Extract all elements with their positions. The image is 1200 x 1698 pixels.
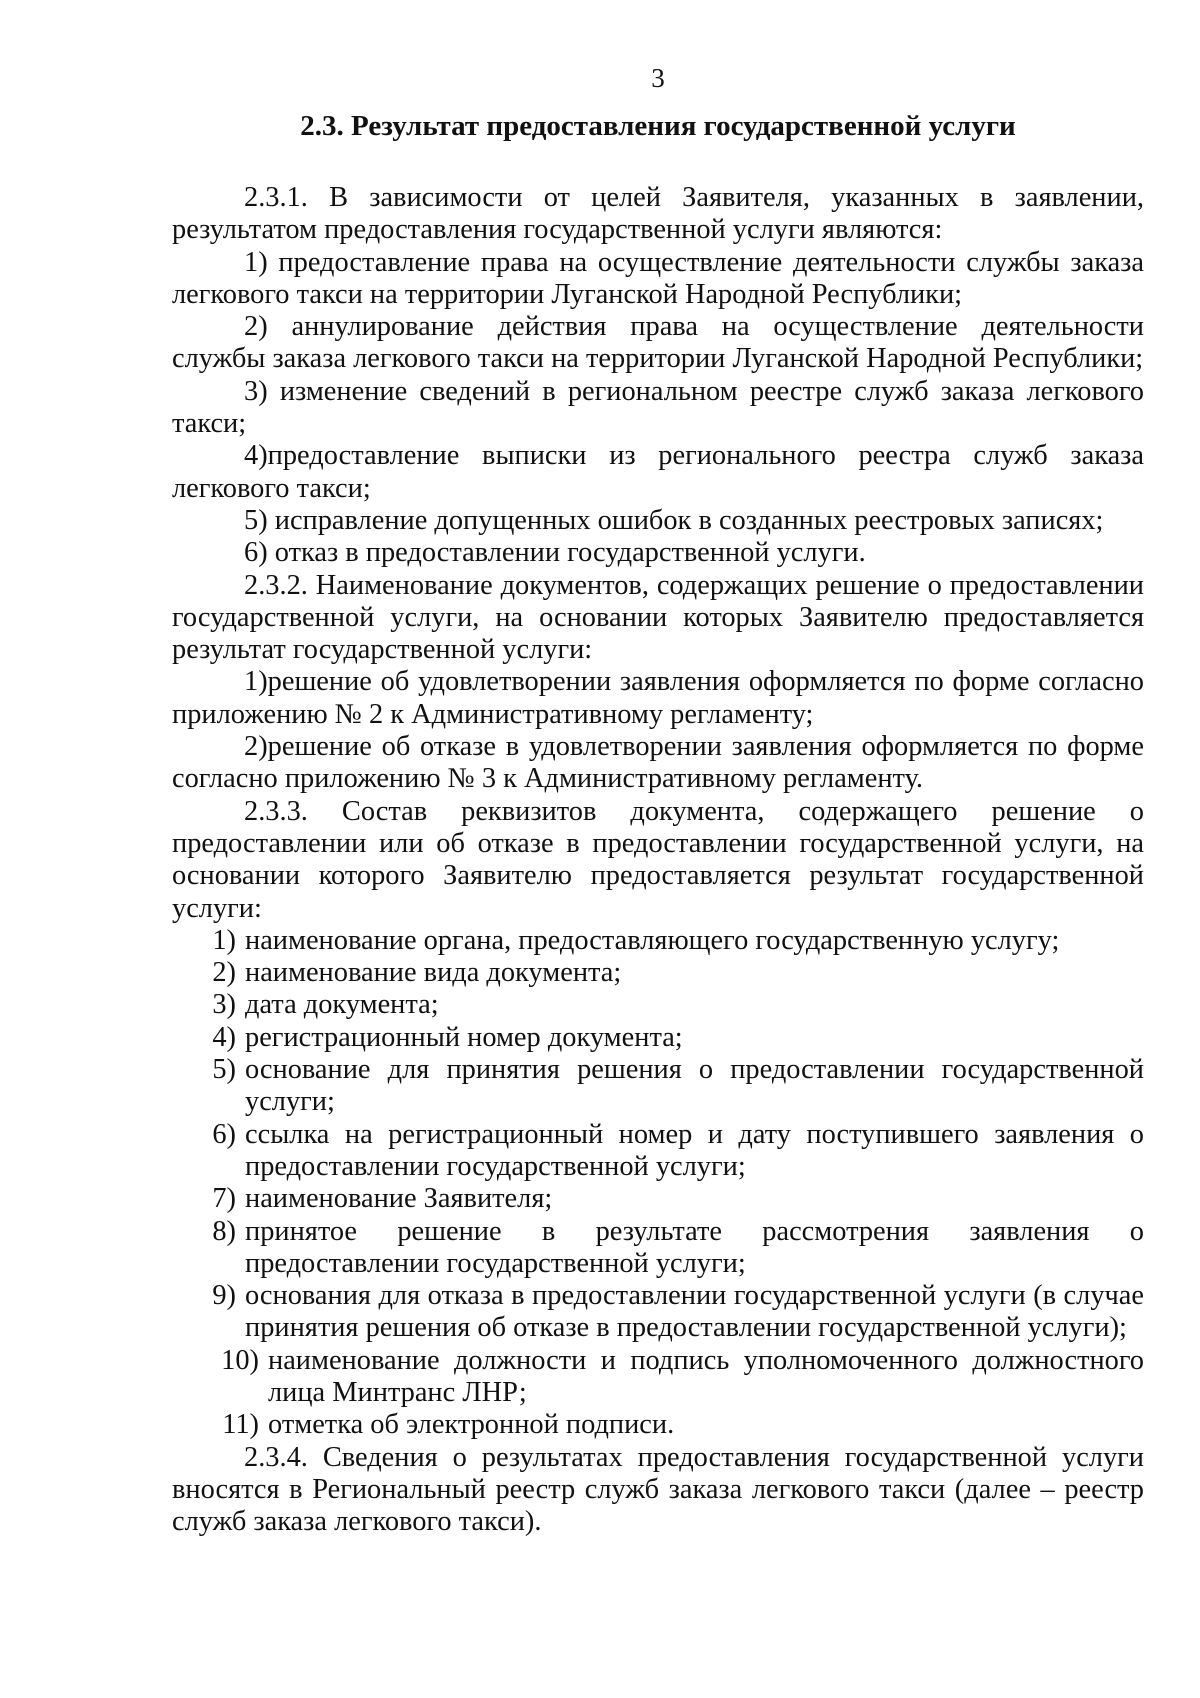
list-item	[172, 989, 1144, 1021]
list-item	[172, 1054, 1144, 1119]
list-item-text: принятое решение в результате рассмотрения заявления о предоставлении государственной услуги;	[245, 1215, 1144, 1279]
list-item-text: регистрационный номер документа;	[245, 1021, 683, 1053]
list-item-2-3-1-1: 1) предоставление права на осуществление деятельности службы заказа легкового такси на территории Луганской Народной Республики;	[172, 246, 1144, 310]
list-item-number: 2)	[212, 957, 236, 989]
list-item-2-3-2-2: 2)решение об отказе в удовлетворении заявления оформляется по форме согласно приложению № 3 к Административному регламенту.	[172, 731, 1144, 795]
list-item-number: 3)	[212, 989, 236, 1021]
list-item-text: дата документа;	[245, 989, 439, 1021]
list-item-2-3-1-6: 6) отказ в предоставлении государственной услуги.	[244, 537, 866, 569]
list-item-text: наименование органа, предоставляющего государственную услугу;	[245, 924, 1060, 956]
list-item	[172, 1280, 1144, 1345]
list-item-number: 1)	[212, 924, 236, 956]
list-item-number: 9)	[212, 1280, 236, 1312]
list-item	[172, 1119, 1144, 1184]
list-item-2-3-2-1: 1)решение об удовлетворении заявления оформляется по форме согласно приложению № 2 к Административному регламенту;	[172, 666, 1144, 730]
list-item	[172, 925, 1144, 957]
list-item-2-3-1-5: 5) исправление допущенных ошибок в созданных реестровых записях;	[244, 504, 1104, 536]
list-item	[172, 1409, 1144, 1441]
paragraph-2-3-3: 2.3.3. Состав реквизитов документа, содержащего решение о предоставлении или об отказе в предоставлении государственной услуги, на основании которого Заявителю предоставляется результат государственной услуги:	[172, 795, 1144, 924]
list-item	[172, 1216, 1144, 1281]
paragraph-2-3-2: 2.3.2. Наименование документов, содержащих решение о предоставлении государственной услуги, на основании которых Заявителю предоставляется результат государственной услуги:	[172, 569, 1144, 666]
requisites-list	[172, 925, 1144, 1442]
paragraph-2-3-4: 2.3.4. Сведения о результатах предоставления государственной услуги вносятся в Региональный реестр служб заказа легкового такси (далее – реестр служб заказа легкового такси).	[172, 1441, 1144, 1538]
list-item-number: 4)	[212, 1021, 236, 1053]
list-item-text: наименование должности и подпись уполномоченного должностного лица Минтранс ЛНР;	[268, 1344, 1144, 1408]
list-item-number: 6)	[212, 1118, 236, 1150]
list-item-text: наименование вида документа;	[245, 957, 622, 989]
paragraph-2-3-1: 2.3.1. В зависимости от целей Заявителя, указанных в заявлении, результатом предоставления государственной услуги являются:	[172, 182, 1144, 246]
list-item-number: 7)	[212, 1183, 236, 1215]
list-item	[172, 1022, 1144, 1054]
list-item-number: 8)	[212, 1215, 236, 1247]
list-item-text: отметка об электронной подписи.	[268, 1409, 675, 1441]
list-item-text: ссылка на регистрационный номер и дату поступившего заявления о предоставлении государственной услуги;	[245, 1118, 1144, 1182]
list-item-2-3-1-4: 4)предоставление выписки из регионального реестра служб заказа легкового такси;	[172, 440, 1144, 504]
document-page	[172, 60, 1144, 1538]
list-item	[172, 1345, 1144, 1410]
list-item	[172, 957, 1144, 989]
list-item-number: 5)	[212, 1054, 236, 1086]
page-number: 3	[651, 63, 665, 93]
list-item-2-3-1-3: 3) изменение сведений в региональном реестре служб заказа легкового такси;	[172, 375, 1144, 440]
list-item-text: основание для принятия решения о предоставлении государственной услуги;	[245, 1054, 1144, 1118]
section-title: 2.3. Результат предоставления государственной услуги	[300, 110, 1016, 142]
list-item-number: 11)	[222, 1409, 259, 1441]
list-item-text: наименование Заявителя;	[245, 1183, 553, 1215]
list-item-number: 10)	[221, 1344, 259, 1376]
list-item-2-3-1-2: 2) аннулирование действия права на осуществление деятельности службы заказа легкового такси на территории Луганской Народной Республики;	[172, 311, 1144, 375]
list-item-text: основания для отказа в предоставлении государственной услуги (в случае принятия решения об отказе в предоставлении государственной услуги);	[245, 1280, 1144, 1344]
list-item	[172, 1183, 1144, 1215]
